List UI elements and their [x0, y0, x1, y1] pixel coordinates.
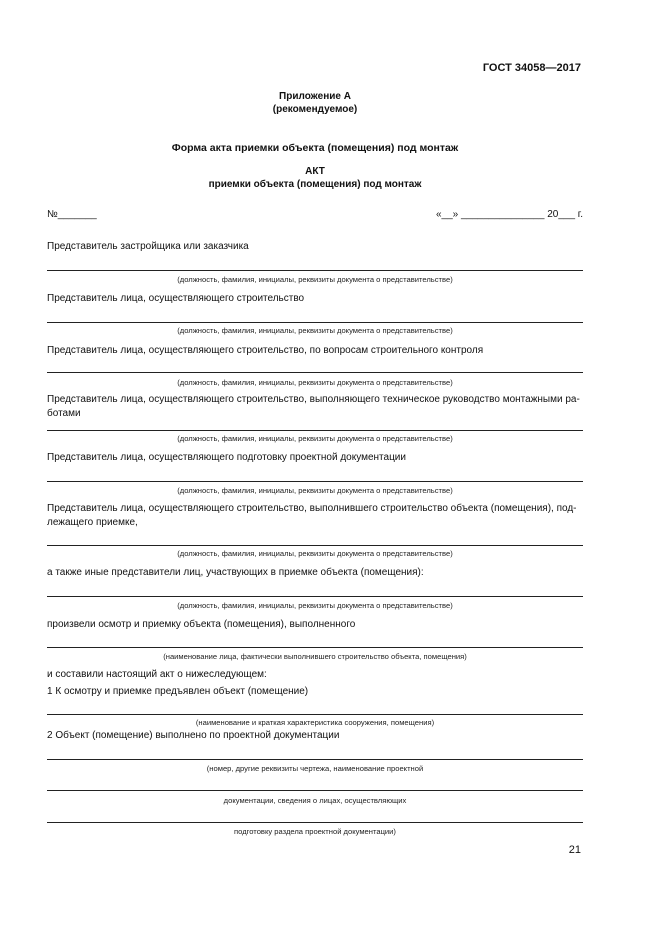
act-number-field: №_______ [47, 209, 97, 220]
representative-line [47, 596, 583, 597]
item-2-note: подготовку раздела проектной документации) [234, 827, 396, 836]
appendix-title: Приложение А [279, 91, 351, 102]
item-2-note: (номер, другие реквизиты чертежа, наименование проектной [206, 764, 424, 773]
inspection-note: (наименование лица, фактически выполнившего строительство объекта, помещения) [163, 652, 467, 661]
act-subtitle: приемки объекта (помещения) под монтаж [208, 179, 422, 190]
representative-label: Представитель лица, осуществляющего строительство [47, 293, 305, 304]
compiled-text: и составили настоящий акт о нижеследующем: [47, 669, 267, 680]
position-note: (должность, фамилия, инициалы, реквизиты документа о представительстве) [177, 549, 453, 558]
representative-label: Представитель лица, осуществляющего строительство, по вопросам строительного контроля [47, 345, 484, 356]
position-note: (должность, фамилия, инициалы, реквизиты документа о представительстве) [177, 378, 453, 387]
representative-label: Представитель лица, осуществляющего подготовку проектной документации [47, 452, 406, 463]
inspection-line [47, 647, 583, 648]
representative-label: Представитель лица, осуществляющего строительство, выполнившего строительство объекта (помещения), под- лежащего приемке, [47, 503, 577, 528]
representative-line [47, 270, 583, 271]
representative-line [47, 430, 583, 431]
position-note: (должность, фамилия, инициалы, реквизиты документа о представительстве) [177, 486, 453, 495]
representative-line [47, 481, 583, 482]
position-note: (должность, фамилия, инициалы, реквизиты документа о представительстве) [177, 434, 453, 443]
item-1-note: (наименование и краткая характеристика сооружения, помещения) [195, 718, 435, 727]
item-2-label: 2 Объект (помещение) выполнено по проектной документации [47, 730, 340, 741]
form-title: Форма акта приемки объекта (помещения) под монтаж [171, 142, 459, 154]
position-note: (должность, фамилия, инициалы, реквизиты документа о представительстве) [177, 326, 453, 335]
page-number: 21 [568, 844, 581, 856]
appendix-subtitle: (рекомендуемое) [272, 104, 358, 115]
item-1-label: 1 К осмотру и приемке предъявлен объект (помещение) [47, 686, 309, 697]
representative-line [47, 322, 583, 323]
representative-label: Представитель застройщика или заказчика [47, 241, 249, 252]
inspection-label: произвели осмотр и приемку объекта (помещения), выполненного [47, 619, 356, 630]
representative-label: Представитель лица, осуществляющего строительство, выполняющего техническое руководство монтажными ра- ботами [47, 394, 580, 419]
representative-label: а также иные представители лиц, участвующих в приемке объекта (помещения): [47, 567, 424, 578]
act-date-field: «__» _______________ 20___ г. [435, 209, 583, 220]
item-2-line [47, 790, 583, 791]
item-2-note: документации, сведения о лицах, осуществляющих [223, 796, 407, 805]
position-note: (должность, фамилия, инициалы, реквизиты документа о представительстве) [177, 601, 453, 610]
representative-line [47, 372, 583, 373]
standard-code: ГОСТ 34058—2017 [482, 62, 581, 74]
item-2-line [47, 759, 583, 760]
item-2-line [47, 822, 583, 823]
position-note: (должность, фамилия, инициалы, реквизиты документа о представительстве) [177, 275, 453, 284]
representative-line [47, 545, 583, 546]
act-title: АКТ [305, 166, 325, 177]
item-1-line [47, 714, 583, 715]
